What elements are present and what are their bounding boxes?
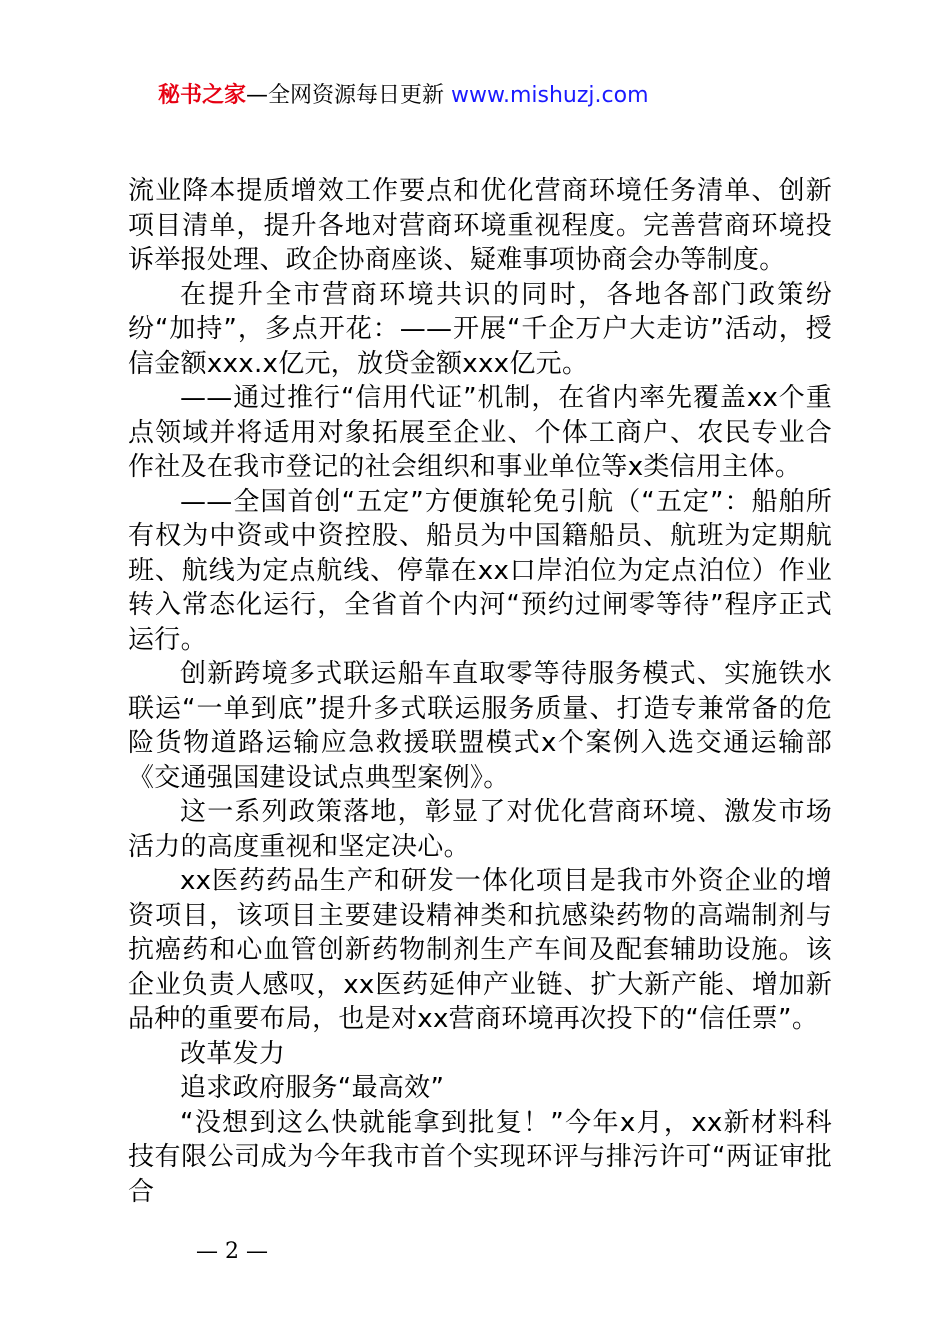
site-header [158,79,649,113]
document-body [128,174,832,1209]
paragraph-1: 流业降本提质增效工作要点和优化营商环境任务清单、创新项目清单，提升各地对营商环境重视程度。完善营商环境投诉举报处理、政企协商座谈、疑难事项协商会办等制度。 [128,176,832,275]
paragraph-6: 这一系列政策落地，彰显了对优化营商环境、激发市场活力的高度重视和坚定决心。 [128,797,832,862]
section-subheading: 追求政府服务“最高效” [180,1073,445,1103]
paragraph-8: “没想到这么快就能拿到批复！”今年x月，xx新材料科技有限公司成为今年我市首个实现环评与排污许可“两证审批合 [128,1107,832,1207]
paragraph-3: ——通过推行“信用代证”机制，在省内率先覆盖xx个重点领域并将适用对象拓展至企业、个体工商户、农民专业合作社及在我市登记的社会组织和事业单位等x类信用主体。 [128,383,832,482]
paragraph-4: ——全国首创“五定”方便旗轮免引航（“五定”：船舶所有权为中资或中资控股、船员为中国籍船员、航班为定期航班、航线为定点航线、停靠在xx口岸泊位为定点泊位）作业转入常态化运行，全省首个内河“预约过闸零等待”程序正式运行。 [128,486,832,655]
site-brand: 秘书之家 [158,83,247,108]
paragraph-7: xx医药药品生产和研发一体化项目是我市外资企业的增资项目，该项目主要建设精神类和抗感染药物的高端制剂与抗癌药和心血管创新药物制剂生产车间及配套辅助设施。该企业负责人感叹，xx医药延伸产业链、扩大新产能、增加新品种的重要布局，也是对xx营商环境再次投下的“信任票”。 [128,866,832,1034]
section-heading: 改革发力 [180,1038,286,1069]
page-number: — 2 — [196,1239,268,1264]
paragraph-2: 在提升全市营商环境共识的同时，各地各部门政策纷纷“加持”，多点开花：——开展“千企万户大走访”活动，授信金额xxx.x亿元，放贷金额xxx亿元。 [128,279,832,379]
site-url-link[interactable]: www.mishuzj.com [451,83,649,108]
site-tagline: —全网资源每日更新 [246,83,452,108]
paragraph-5: 创新跨境多式联运船车直取零等待服务模式、实施铁水联运“一单到底”提升多式联运服务质量、打造专兼常备的危险货物道路运输应急救援联盟模式x个案例入选交通运输部《交通强国建设试点典型案例》。 [128,659,832,793]
